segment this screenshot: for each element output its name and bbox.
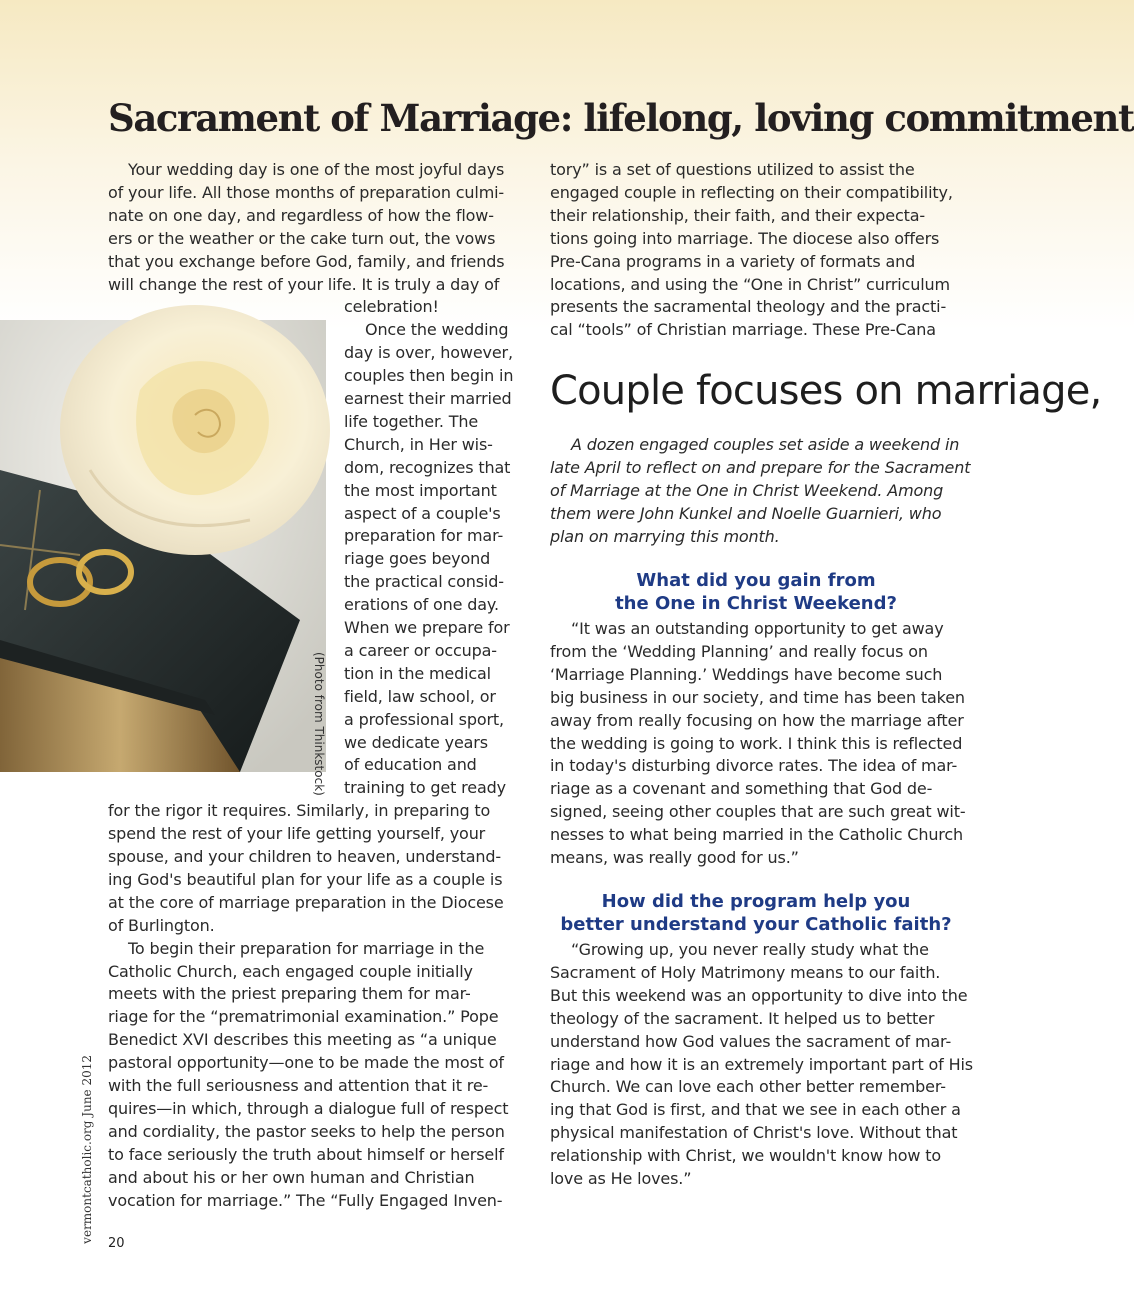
left-column-line: life together. The bbox=[344, 411, 479, 431]
intro-line: them were John Kunkel and Noelle Guarnieri, who bbox=[550, 503, 942, 523]
left-column-line: Once the wedding bbox=[365, 320, 509, 340]
left-column-line: and about his or her own human and Christian bbox=[108, 1167, 475, 1187]
intro-line: late April to reflect on and prepare for the Sacrament bbox=[550, 457, 971, 477]
left-column-line: To begin their preparation for marriage in the bbox=[128, 938, 485, 958]
left-column-line: spouse, and your children to heaven, understand- bbox=[108, 847, 502, 866]
left-column-line: of Burlington. bbox=[108, 915, 215, 935]
left-column-line: Your wedding day is one of the most joyful days bbox=[128, 160, 505, 179]
left-column-line: couples then begin in bbox=[344, 366, 514, 386]
left-column-line: vocation for marriage.” The “Fully Engaged Inven- bbox=[108, 1190, 503, 1210]
left-column-line: at the core of marriage preparation in the Diocese bbox=[108, 892, 504, 912]
intro-line: A dozen engaged couples set aside a weekend in bbox=[571, 435, 960, 454]
photo-illustration bbox=[0, 320, 326, 772]
right-column-line: locations, and using the “One in Christ” curriculum bbox=[550, 274, 950, 294]
answer-2-line: relationship with Christ, we wouldn't know how to bbox=[550, 1146, 941, 1166]
answer-2-line: understand how God values the sacrament of mar- bbox=[550, 1031, 952, 1051]
left-column-line: of your life. All those months of preparation culmi- bbox=[108, 182, 505, 202]
left-column-line: the most important bbox=[344, 480, 497, 500]
right-column-line: engaged couple in reflecting on their compatibility, bbox=[550, 182, 953, 202]
left-column-line: Catholic Church, each engaged couple initially bbox=[108, 961, 473, 981]
left-column-line: the practical consid- bbox=[344, 572, 504, 592]
left-column-line: with the full seriousness and attention that it re- bbox=[108, 1076, 489, 1095]
left-column-line: preparation for mar- bbox=[344, 526, 504, 546]
answer-1-line: “It was an outstanding opportunity to get away bbox=[571, 619, 944, 638]
left-column-line: quires—in which, through a dialogue full of respect bbox=[108, 1098, 509, 1118]
page-number: 20 bbox=[108, 1236, 125, 1251]
publication-sidebar: vermontcatholic.org June 2012 bbox=[80, 1055, 94, 1244]
question-line: What did you gain from bbox=[636, 570, 876, 591]
answer-2-line: Church. We can love each other better remember- bbox=[550, 1077, 946, 1097]
left-column-line: celebration! bbox=[344, 297, 439, 317]
rings-bible-rose-photo bbox=[0, 320, 326, 772]
left-column-line: a career or occupa- bbox=[344, 640, 497, 660]
right-column-line: cal “tools” of Christian marriage. These Pre-Cana bbox=[550, 320, 936, 340]
left-column-line: ing God's beautiful plan for your life as a couple is bbox=[108, 869, 503, 889]
answer-1-line: signed, seeing other couples that are such great wit- bbox=[550, 802, 966, 822]
left-column-line: tion in the medical bbox=[344, 663, 491, 683]
right-column-line: their relationship, their faith, and their expecta- bbox=[550, 205, 926, 225]
left-column-line: Church, in Her wis- bbox=[344, 434, 493, 454]
answer-1-line: the wedding is going to work. I think this is reflected bbox=[550, 733, 963, 753]
left-column-line: spend the rest of your life getting yourself, your bbox=[108, 824, 486, 844]
answer-1-line: in today's disturbing divorce rates. The idea of mar- bbox=[550, 756, 958, 776]
answer-1-line: riage as a covenant and something that God de- bbox=[550, 779, 933, 799]
left-column-line: riage goes beyond bbox=[344, 549, 491, 569]
left-column-line: to face seriously the truth about himself or herself bbox=[108, 1144, 504, 1164]
left-column-line: Benedict XVI describes this meeting as “a unique bbox=[108, 1030, 497, 1050]
question-line: better understand your Catholic faith? bbox=[560, 913, 952, 935]
left-column-line: When we prepare for bbox=[344, 618, 510, 637]
left-column-line: earnest their married bbox=[344, 389, 512, 408]
left-column-line: we dedicate years bbox=[344, 732, 488, 752]
answer-2-line: ing that God is first, and that we see in each other a bbox=[550, 1100, 961, 1120]
intro-line: of Marriage at the One in Christ Weekend. Among bbox=[550, 480, 944, 500]
right-column-line: Pre-Cana programs in a variety of formats and bbox=[550, 251, 916, 271]
left-column-line: day is over, however, bbox=[344, 343, 513, 363]
answer-2-line: riage and how it is an extremely important part of His bbox=[550, 1054, 973, 1074]
sidebar-article-title: Couple focuses on marriage, bbox=[550, 368, 1102, 414]
left-column-line: that you exchange before God, family, and friends bbox=[108, 251, 505, 271]
left-column-line: and cordiality, the pastor seeks to help the person bbox=[108, 1121, 505, 1141]
right-column-line: tions going into marriage. The diocese also offers bbox=[550, 228, 940, 248]
left-column-line: ers or the weather or the cake turn out, the vows bbox=[108, 228, 496, 248]
answer-1-line: big business in our society, and time has been taken bbox=[550, 687, 965, 707]
left-column-line: a professional sport, bbox=[344, 709, 504, 729]
question-line: the One in Christ Weekend? bbox=[615, 592, 897, 614]
question-line: How did the program help you bbox=[601, 891, 911, 912]
left-column-line: will change the rest of your life. It is truly a day of bbox=[108, 274, 500, 294]
answer-2-line: “Growing up, you never really study what the bbox=[571, 940, 929, 959]
left-column-line: meets with the priest preparing them for mar- bbox=[108, 984, 471, 1004]
right-column-line: tory” is a set of questions utilized to assist the bbox=[550, 160, 915, 179]
left-column-line: field, law school, or bbox=[344, 686, 496, 706]
answer-2-line: theology of the sacrament. It helped us to better bbox=[550, 1008, 935, 1028]
answer-1-line: nesses to what being married in the Catholic Church bbox=[550, 825, 964, 845]
answer-1-line: from the ‘Wedding Planning’ and really focus on bbox=[550, 641, 928, 661]
answer-2-line: But this weekend was an opportunity to dive into the bbox=[550, 985, 968, 1005]
left-column-line: aspect of a couple's bbox=[344, 503, 501, 523]
right-column-line: presents the sacramental theology and the practi- bbox=[550, 297, 947, 317]
photo-credit: (Photo from Thinkstock) bbox=[312, 652, 326, 796]
left-column-line: riage for the “prematrimonial examination.” Pope bbox=[108, 1007, 499, 1027]
left-column-line: pastoral opportunity—one to be made the most of bbox=[108, 1053, 504, 1073]
left-column-line: for the rigor it requires. Similarly, in preparing to bbox=[108, 801, 491, 821]
article-headline: Sacrament of Marriage: lifelong, loving commitment bbox=[108, 96, 1134, 140]
answer-1-line: ‘Marriage Planning.’ Weddings have become such bbox=[550, 664, 943, 684]
answer-2-line: love as He loves.” bbox=[550, 1169, 692, 1188]
left-column-line: erations of one day. bbox=[344, 595, 499, 615]
left-column-line: training to get ready bbox=[344, 778, 506, 798]
intro-line: plan on marrying this month. bbox=[550, 526, 780, 546]
answer-2-line: Sacrament of Holy Matrimony means to our faith. bbox=[550, 962, 941, 982]
left-column-line: of education and bbox=[344, 755, 477, 775]
left-column-line: nate on one day, and regardless of how the flow- bbox=[108, 205, 494, 225]
answer-2-line: physical manifestation of Christ's love. Without that bbox=[550, 1123, 958, 1143]
answer-1-line: means, was really good for us.” bbox=[550, 848, 799, 867]
answer-1-line: away from really focusing on how the marriage after bbox=[550, 710, 964, 730]
left-column-line: dom, recognizes that bbox=[344, 457, 511, 477]
